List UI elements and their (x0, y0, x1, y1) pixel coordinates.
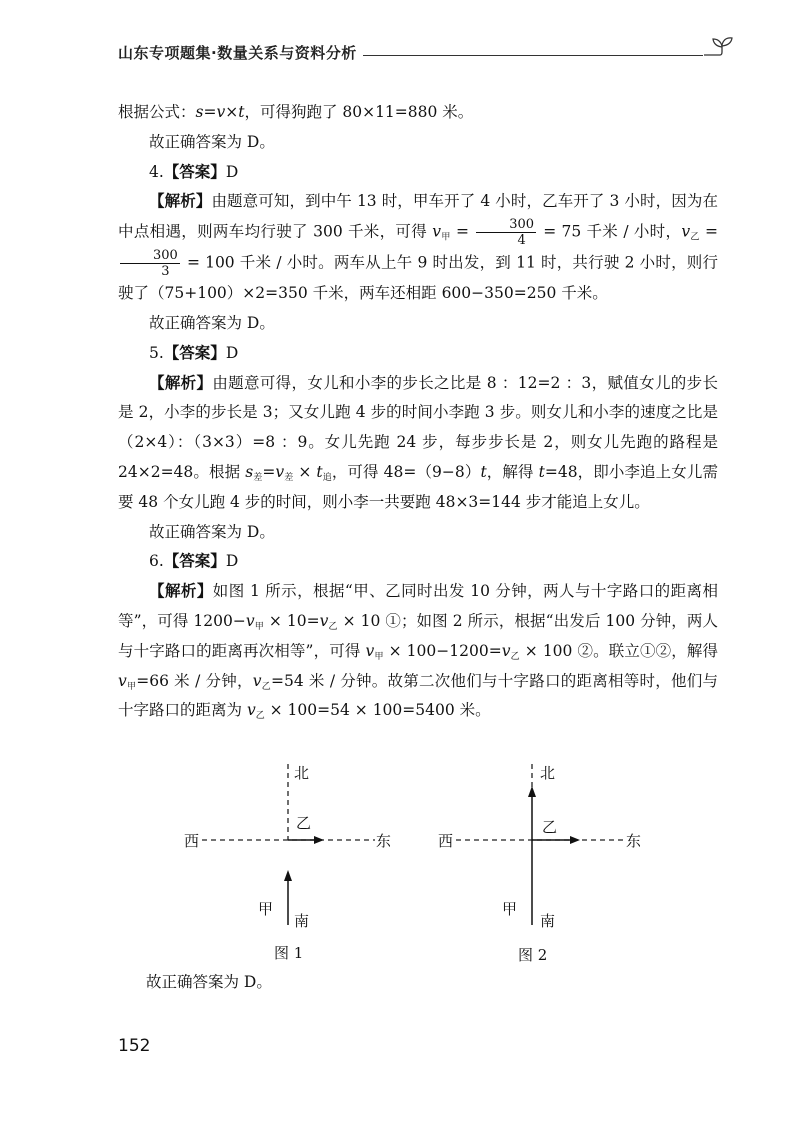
var-v: v (365, 641, 375, 660)
answer-line: 故正确答案为 D。 (149, 522, 275, 541)
text: =48，即小李追上女儿需要 48 个女儿跑 4 步的时间，则小李一共要跑 48×3=144 步才能追上女儿。 (118, 462, 718, 511)
figures (180, 760, 660, 970)
west-label: 西 (184, 832, 200, 850)
yi-label: 乙 (296, 814, 312, 832)
sub: 甲 (441, 232, 451, 243)
figure-1-caption: 图 1 (274, 944, 304, 962)
analysis-4 (118, 187, 718, 309)
var-t: × t (293, 462, 323, 481)
jia-label: 甲 (258, 900, 274, 918)
analysis-6 (118, 577, 718, 726)
var-t: t (538, 462, 545, 481)
answer-heading-4 (118, 158, 718, 188)
sub: 甲 (254, 621, 264, 632)
page-body (118, 98, 718, 726)
question-number: 6. (149, 552, 164, 571)
answer-tag: 【答案】 (163, 343, 226, 362)
answer-value: D (225, 343, 239, 362)
question-number: 5. (149, 343, 164, 362)
denominator: 3 (161, 264, 170, 280)
analysis-tag: 【解析】 (149, 582, 213, 601)
var-v: v (118, 671, 127, 690)
header-title: 山东专项题集·数量关系与资料分析 (118, 42, 363, 63)
running-header (118, 36, 728, 72)
west-label: 西 (438, 832, 454, 850)
yi-arrow (314, 836, 324, 844)
sub: 甲 (374, 651, 384, 662)
text: × 10 ①；如图 2 所示，根据“出发后 100 分钟，两人与十字路口的距离再次相等”，可得 (118, 611, 718, 660)
answer-tag: 【答案】 (163, 162, 226, 181)
var-v: v (246, 701, 256, 720)
sub: 追 (322, 472, 332, 483)
text: ，解得 (486, 462, 539, 481)
south-label: 南 (294, 912, 310, 930)
var-v: v (681, 222, 691, 241)
answer-line: 故正确答案为 D。 (146, 973, 272, 991)
numerator: 300 (476, 217, 536, 233)
north-label: 北 (540, 764, 556, 782)
text: 由题意可得，女儿和小李的步长之比是 8 ：12=2 ：3，赋值女儿的步长是 2，小李的步长是 3；又女儿跑 4 步的时间小李跑 3 步。则女儿和小李的速度之比是（2×4）：（3×3）=8 ：9。女儿先跑 24 步，每步步长是 2，则女儿先跑的路程是 24×2=48。根据 (118, 373, 718, 481)
jia-label: 甲 (502, 900, 518, 918)
var-v: v (319, 611, 329, 630)
var-v: v (501, 641, 511, 660)
numerator: 300 (120, 248, 180, 264)
yi-label: 乙 (542, 818, 558, 836)
answer-line: 故正确答案为 D。 (149, 132, 275, 151)
text: = (450, 222, 475, 241)
denominator: 4 (517, 233, 526, 249)
text: ，可得 48=（9−8） (331, 462, 481, 481)
question-number: 4. (149, 162, 164, 181)
text: × 100−1200= (383, 641, 502, 660)
text: 如图 1 所示，根据“甲、乙同时出发 10 分钟，两人与十字路口的距离相等”，可得 1200− (118, 582, 718, 630)
sub: 乙 (328, 621, 338, 632)
answer-value: D (225, 162, 239, 181)
text: × 10= (263, 611, 320, 630)
sub: 甲 (126, 681, 137, 692)
sprout-icon (700, 36, 734, 62)
var-v: v (245, 611, 255, 630)
paragraph-formula (118, 98, 718, 128)
answer-tag: 【答案】 (163, 552, 226, 571)
jia-arrow (284, 870, 292, 881)
yi-arrow (570, 836, 580, 844)
figure-2-diagram (436, 760, 656, 930)
sub: 乙 (261, 681, 272, 692)
var-v: =v (262, 462, 285, 481)
text: =54 米 / 分钟。故第二次他们与十字路口的距离相等时，他们与十字路口的距离为 (118, 671, 718, 720)
answer-heading-5 (118, 339, 718, 369)
figure-1-diagram (180, 760, 400, 930)
figure-2-caption: 图 2 (518, 946, 548, 964)
analysis-5 (118, 369, 718, 518)
text: 根据公式： (118, 103, 196, 121)
east-label: 东 (376, 832, 392, 850)
analysis-tag: 【解析】 (149, 192, 212, 211)
text: = 100 千米 / 小时。两车从上午 9 时出发，到 11 时，共行驶 2 小时，则行驶了（75+100）×2=350 千米，两车还相距 600−350=250 千米。 (118, 253, 718, 303)
text: 由题意可知，到中午 13 时，甲车开了 4 小时，乙车开了 3 小时，因为在中点相遇，则两车均行驶了 300 千米，可得 (118, 192, 718, 241)
text: = (699, 222, 718, 241)
fraction (120, 248, 180, 279)
answer-heading-6 (118, 547, 718, 577)
fraction (476, 217, 536, 248)
answer-line: 故正确答案为 D。 (149, 313, 275, 332)
var-v: v (252, 671, 262, 690)
sub: 乙 (510, 651, 520, 662)
sub: 差 (253, 472, 263, 483)
text: × 100=54 × 100=5400 米。 (264, 701, 491, 720)
sub: 乙 (690, 232, 700, 243)
south-label: 南 (540, 912, 556, 930)
var-v: v (432, 222, 442, 241)
var-t: t (480, 462, 487, 481)
page-number: 152 (118, 1036, 151, 1056)
north-label: 北 (294, 764, 310, 782)
text: ，可得狗跑了 80×11=880 米。 (244, 103, 474, 121)
answer-value: D (225, 552, 239, 571)
text: =66 米 / 分钟， (136, 671, 253, 690)
sub: 差 (284, 472, 294, 483)
jia-arrow (528, 786, 536, 797)
analysis-tag: 【解析】 (149, 373, 213, 392)
formula: s=v×t (195, 103, 245, 121)
sub: 乙 (255, 711, 265, 722)
text: = 75 千米 / 小时， (538, 222, 682, 241)
east-label: 东 (626, 832, 642, 850)
var-s: s (245, 462, 254, 481)
text: × 100 ②。联立①②，解得 (519, 641, 718, 660)
